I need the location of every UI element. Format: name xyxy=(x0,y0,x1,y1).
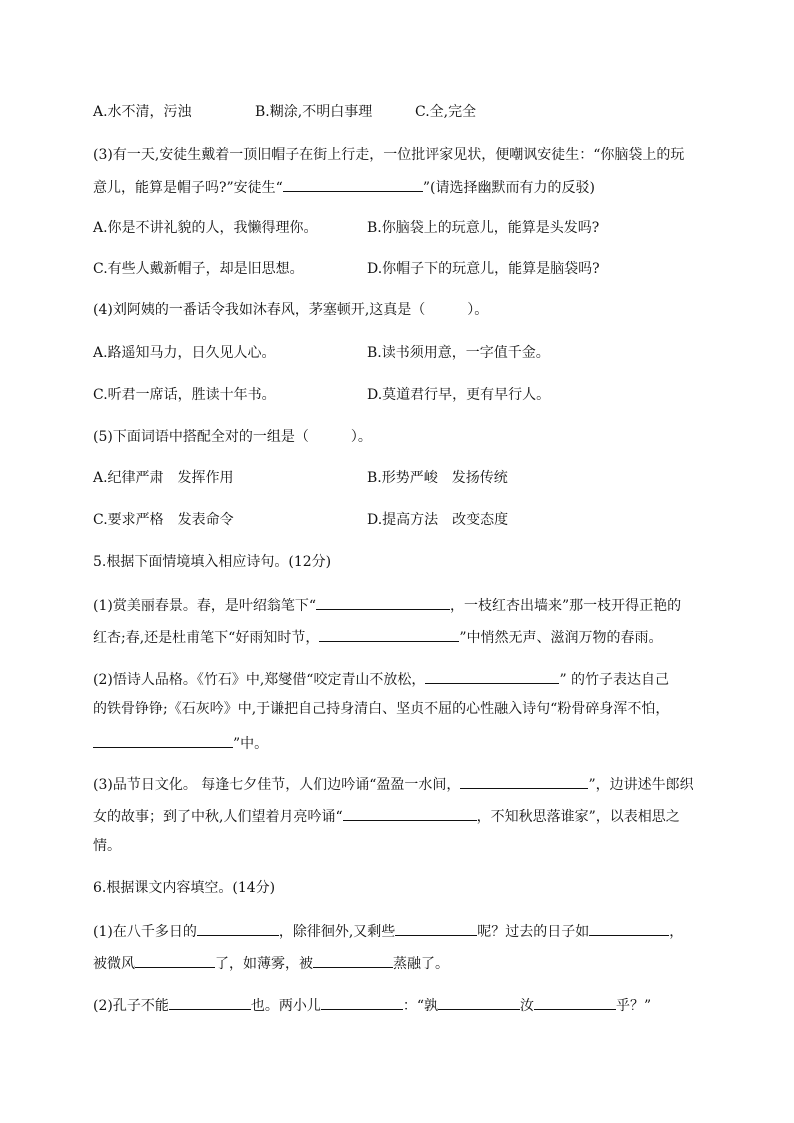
q5-2-text-b: ” 的竹子表达自己 xyxy=(559,672,670,688)
q3-4-option-d: D.莫道君行早，更有早行人。 xyxy=(367,387,551,403)
q6-1-text-a: (1)在八千多日的 xyxy=(93,924,197,940)
q3-5-option-a: A.纪律严肃 发挥作用 xyxy=(93,470,234,486)
q3-4-stem: (4)刘阿姨的一番话令我如沐春风，茅塞顿开,这真是（ ）。 xyxy=(93,302,489,318)
q6-2-blank-4[interactable] xyxy=(534,995,616,1010)
q3-5-stem: (5)下面词语中搭配全对的一组是（ ）。 xyxy=(93,429,372,445)
q3-4-option-b: B.读书须用意，一字值千金。 xyxy=(367,345,550,361)
q5-3-line2 xyxy=(93,806,680,825)
q3-3-stem-after-blank: ”(请选择幽默而有力的反驳) xyxy=(422,180,595,196)
q5-3-text-a: (3)品节日文化。 每逢七夕佳节，人们边吟诵“盈盈一水间， xyxy=(93,777,461,793)
q6-1-text-d: ， xyxy=(669,924,684,940)
q6-1-line1 xyxy=(93,921,683,940)
q3-3-stem-before-blank: 意儿，能算是帽子吗?”安徒生“ xyxy=(93,180,283,196)
q6-2-blank-3[interactable] xyxy=(438,995,520,1010)
q6-title: 6.根据课文内容填空。(14分) xyxy=(93,880,276,896)
q3-4-option-a: A.路遥知马力，日久见人心。 xyxy=(93,345,276,361)
q6-2-text-a: (2)孔子不能 xyxy=(93,998,169,1014)
q3-5-option-d: D.提高方法 改变态度 xyxy=(367,512,509,528)
q6-2-text-e: 乎？” xyxy=(616,998,652,1014)
q5-2-line3 xyxy=(93,733,268,752)
q5-1-blank-2[interactable] xyxy=(319,627,459,642)
q3-2-option-c: C.全,完全 xyxy=(415,104,477,120)
q5-2-line2: 的铁骨铮铮;《石灰吟》中,于谦把自己持身清白、坚贞不屈的心性融入诗句“粉骨碎身浑不怕， xyxy=(93,701,670,717)
q6-1-text-f: 了，如薄雾，被 xyxy=(215,956,313,972)
q6-2-blank-1[interactable] xyxy=(169,995,251,1010)
q3-2-option-b: B.糊涂,不明白事理 xyxy=(255,104,373,120)
q5-2-line1 xyxy=(93,669,669,688)
q5-1-blank-1[interactable] xyxy=(316,595,450,610)
q6-2-text-c: ：“孰 xyxy=(402,998,439,1014)
q3-2-option-a: A.水不清，污浊 xyxy=(93,104,192,120)
q6-1-blank-1[interactable] xyxy=(197,921,279,936)
q6-2-blank-2[interactable] xyxy=(321,995,403,1010)
q5-1-text-a: (1)赏美丽春景。春，是叶绍翁笔下“ xyxy=(93,598,316,614)
q5-1-line2 xyxy=(93,627,663,646)
q3-5-option-b: B.形势严峻 发扬传统 xyxy=(367,470,508,486)
q6-1-blank-2[interactable] xyxy=(395,921,477,936)
q6-2-line1 xyxy=(93,995,651,1014)
q6-1-blank-4[interactable] xyxy=(135,953,215,968)
q6-1-text-c: 呢？过去的日子如 xyxy=(477,924,590,940)
q6-1-text-b: ，除徘徊外,又剩些 xyxy=(278,924,396,940)
q5-2-text-a: (2)悟诗人品格。《竹石》中,郑燮借“咬定青山不放松， xyxy=(93,672,426,688)
q5-3-blank-2[interactable] xyxy=(343,806,477,821)
q3-3-stem-line1: (3)有一天,安徒生戴着一顶旧帽子在街上行走，一位批评家见状，便嘲讽安徒生：“你脑袋上的玩 xyxy=(93,147,685,163)
q5-3-blank-1[interactable] xyxy=(460,774,588,789)
q3-3-option-c: C.有些人戴新帽子，却是旧思想。 xyxy=(93,261,304,277)
q5-1-text-c: 红杏;春,还是杜甫笔下“好雨知时节， xyxy=(93,630,320,646)
q5-3-line1 xyxy=(93,774,694,793)
q5-2-text-c: ”中。 xyxy=(233,736,269,752)
q6-2-text-d: 汝 xyxy=(520,998,535,1014)
q5-2-blank-2[interactable] xyxy=(93,733,233,748)
q5-1-text-b: ，一枝红杏出墙来”那一枝开得正艳的 xyxy=(450,598,682,614)
q5-3-text-b: ”，边讲述牛郎织 xyxy=(588,777,694,793)
q3-3-answer-blank[interactable] xyxy=(283,177,423,192)
q6-1-blank-3[interactable] xyxy=(589,921,669,936)
q5-2-blank-1[interactable] xyxy=(425,669,559,684)
q5-3-line3: 情。 xyxy=(93,838,121,854)
q3-3-option-b: B.你脑袋上的玩意儿，能算是头发吗? xyxy=(367,220,600,236)
q3-3-option-d: D.你帽子下的玩意儿，能算是脑袋吗? xyxy=(367,261,600,277)
q6-2-text-b: 也。两小儿 xyxy=(250,998,321,1014)
q6-1-text-g: 蒸融了。 xyxy=(393,956,449,972)
q5-3-text-c: 女的故事；到了中秋,人们望着月亮吟诵“ xyxy=(93,809,343,825)
q6-1-text-e: 被微风 xyxy=(93,956,135,972)
q3-3-option-a: A.你是不讲礼貌的人，我懒得理你。 xyxy=(93,220,318,236)
q5-title: 5.根据下面情境填入相应诗句。(12分) xyxy=(93,554,332,570)
q3-5-option-c: C.要求严格 发表命令 xyxy=(93,512,234,528)
q5-1-text-d: ”中悄然无声、滋润万物的春雨。 xyxy=(459,630,663,646)
q5-3-text-d: ，不知秋思落谁家”，以表相思之 xyxy=(476,809,680,825)
q5-1-line1 xyxy=(93,595,681,614)
q6-1-blank-5[interactable] xyxy=(313,953,393,968)
q3-3-stem-line2 xyxy=(93,177,595,196)
q6-1-line2 xyxy=(93,953,449,972)
q3-4-option-c: C.听君一席话，胜读十年书。 xyxy=(93,387,276,403)
